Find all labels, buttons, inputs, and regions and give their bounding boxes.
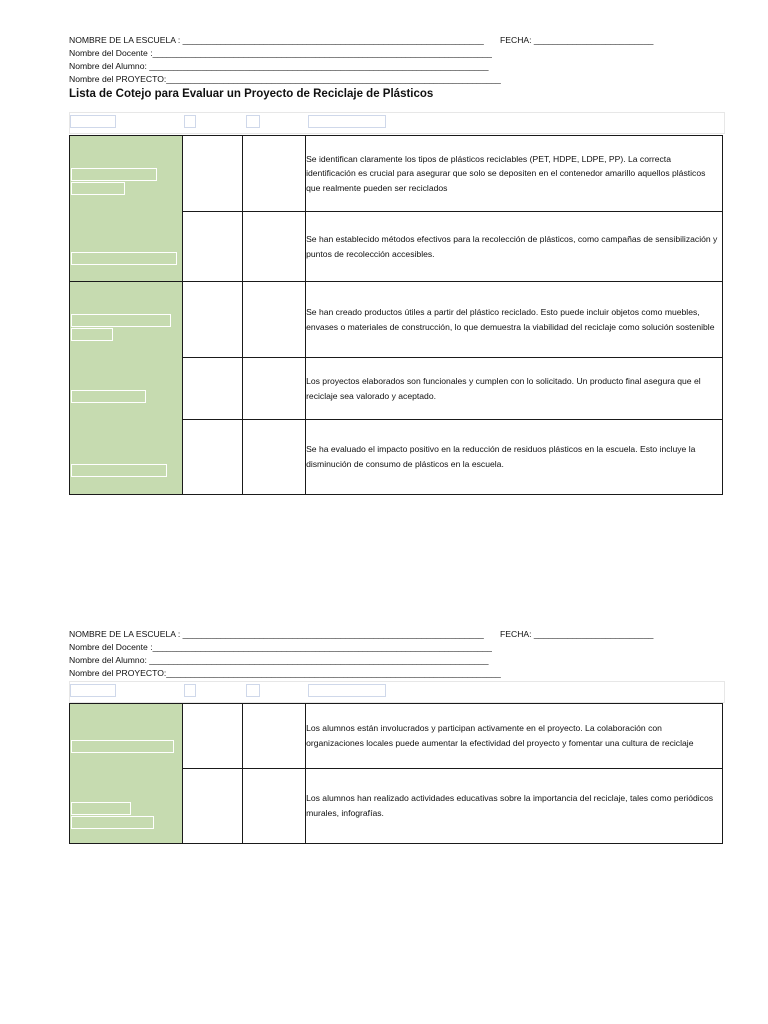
- criterion-text: Se han establecido métodos efectivos para la recolección de plásticos, como campañas de sensibilización y puntos de recolección accesibles.: [306, 212, 723, 282]
- check-cell[interactable]: [182, 769, 242, 844]
- checklist-table: [69, 703, 723, 844]
- table-row: [70, 136, 723, 212]
- column-header-placeholder: [184, 115, 196, 128]
- column-header-placeholder: [70, 115, 116, 128]
- criterion-text: Los alumnos están involucrados y participan activamente en el proyecto. La colaboración con organizaciones locales puede aumentar la efectividad del proyecto y fomentar una cultura de reciclaje: [306, 704, 723, 769]
- check-cell[interactable]: [242, 420, 305, 495]
- check-cell[interactable]: [182, 212, 242, 282]
- category-placeholder: [71, 328, 113, 341]
- check-cell[interactable]: [182, 358, 242, 420]
- column-header-placeholder: [246, 684, 260, 697]
- column-header-placeholder: [70, 684, 116, 697]
- category-placeholder: [71, 816, 154, 829]
- category-placeholder: [71, 464, 167, 477]
- checklist-table: [69, 135, 723, 495]
- criterion-text: Los alumnos han realizado actividades educativas sobre la importancia del reciclaje, tales como periódicos murales, infografías.: [306, 769, 723, 844]
- category-cell: [70, 136, 183, 282]
- teacher-name-label: Nombre del Docente :_______________________________________________________________________: [69, 642, 492, 652]
- date-label: FECHA: _________________________: [500, 629, 654, 639]
- category-placeholder: [71, 168, 157, 181]
- check-cell[interactable]: [242, 282, 305, 358]
- criterion-text: Los proyectos elaborados son funcionales y cumplen con lo solicitado. Un producto final asegura que el reciclaje sea valorado y aceptado.: [306, 358, 723, 420]
- check-cell[interactable]: [242, 136, 305, 212]
- category-placeholder: [71, 740, 174, 753]
- check-cell[interactable]: [242, 769, 305, 844]
- school-name-label: NOMBRE DE LA ESCUELA : _______________________________________________________________: [69, 35, 484, 45]
- column-header-row: [69, 681, 725, 703]
- category-cell: [70, 704, 183, 844]
- table-row: [70, 704, 723, 769]
- category-placeholder: [71, 252, 177, 265]
- check-cell[interactable]: [242, 212, 305, 282]
- school-name-label: NOMBRE DE LA ESCUELA : _______________________________________________________________: [69, 629, 484, 639]
- teacher-name-label: Nombre del Docente :_______________________________________________________________________: [69, 48, 492, 58]
- column-header-placeholder: [246, 115, 260, 128]
- check-cell[interactable]: [182, 420, 242, 495]
- category-placeholder: [71, 314, 171, 327]
- project-name-label: Nombre del PROYECTO:______________________________________________________________________: [69, 668, 501, 678]
- category-placeholder: [71, 802, 131, 815]
- column-header-placeholder: [184, 684, 196, 697]
- category-placeholder: [71, 390, 146, 403]
- date-label: FECHA: _________________________: [500, 35, 654, 45]
- category-cell: [70, 282, 183, 495]
- check-cell[interactable]: [182, 704, 242, 769]
- student-name-label: Nombre del Alumno: _______________________________________________________________________: [69, 61, 489, 71]
- column-header-placeholder: [308, 684, 386, 697]
- check-cell[interactable]: [242, 358, 305, 420]
- category-placeholder: [71, 182, 125, 195]
- table-row: [70, 282, 723, 358]
- column-header-placeholder: [308, 115, 386, 128]
- criterion-text: Se ha evaluado el impacto positivo en la reducción de residuos plásticos en la escuela. Esto incluye la disminución de consumo de plásticos en la escuela.: [306, 420, 723, 495]
- student-name-label: Nombre del Alumno: _______________________________________________________________________: [69, 655, 489, 665]
- criterion-text: Se han creado productos útiles a partir del plástico reciclado. Esto puede incluir objetos como muebles, envases o materiales de construcción, lo que demuestra la viabilidad del reciclaje como solución sostenible: [306, 282, 723, 358]
- page-title: Lista de Cotejo para Evaluar un Proyecto de Reciclaje de Plásticos: [69, 88, 434, 100]
- criterion-text: Se identifican claramente los tipos de plásticos reciclables (PET, HDPE, LDPE, PP). La correcta identificación es crucial para asegurar que solo se depositen en el contenedor amarillo aquellos plásticos que realmente pueden ser reciclados: [306, 136, 723, 212]
- column-header-row: [69, 112, 725, 134]
- check-cell[interactable]: [182, 136, 242, 212]
- project-name-label: Nombre del PROYECTO:______________________________________________________________________: [69, 74, 501, 84]
- check-cell[interactable]: [242, 704, 305, 769]
- check-cell[interactable]: [182, 282, 242, 358]
